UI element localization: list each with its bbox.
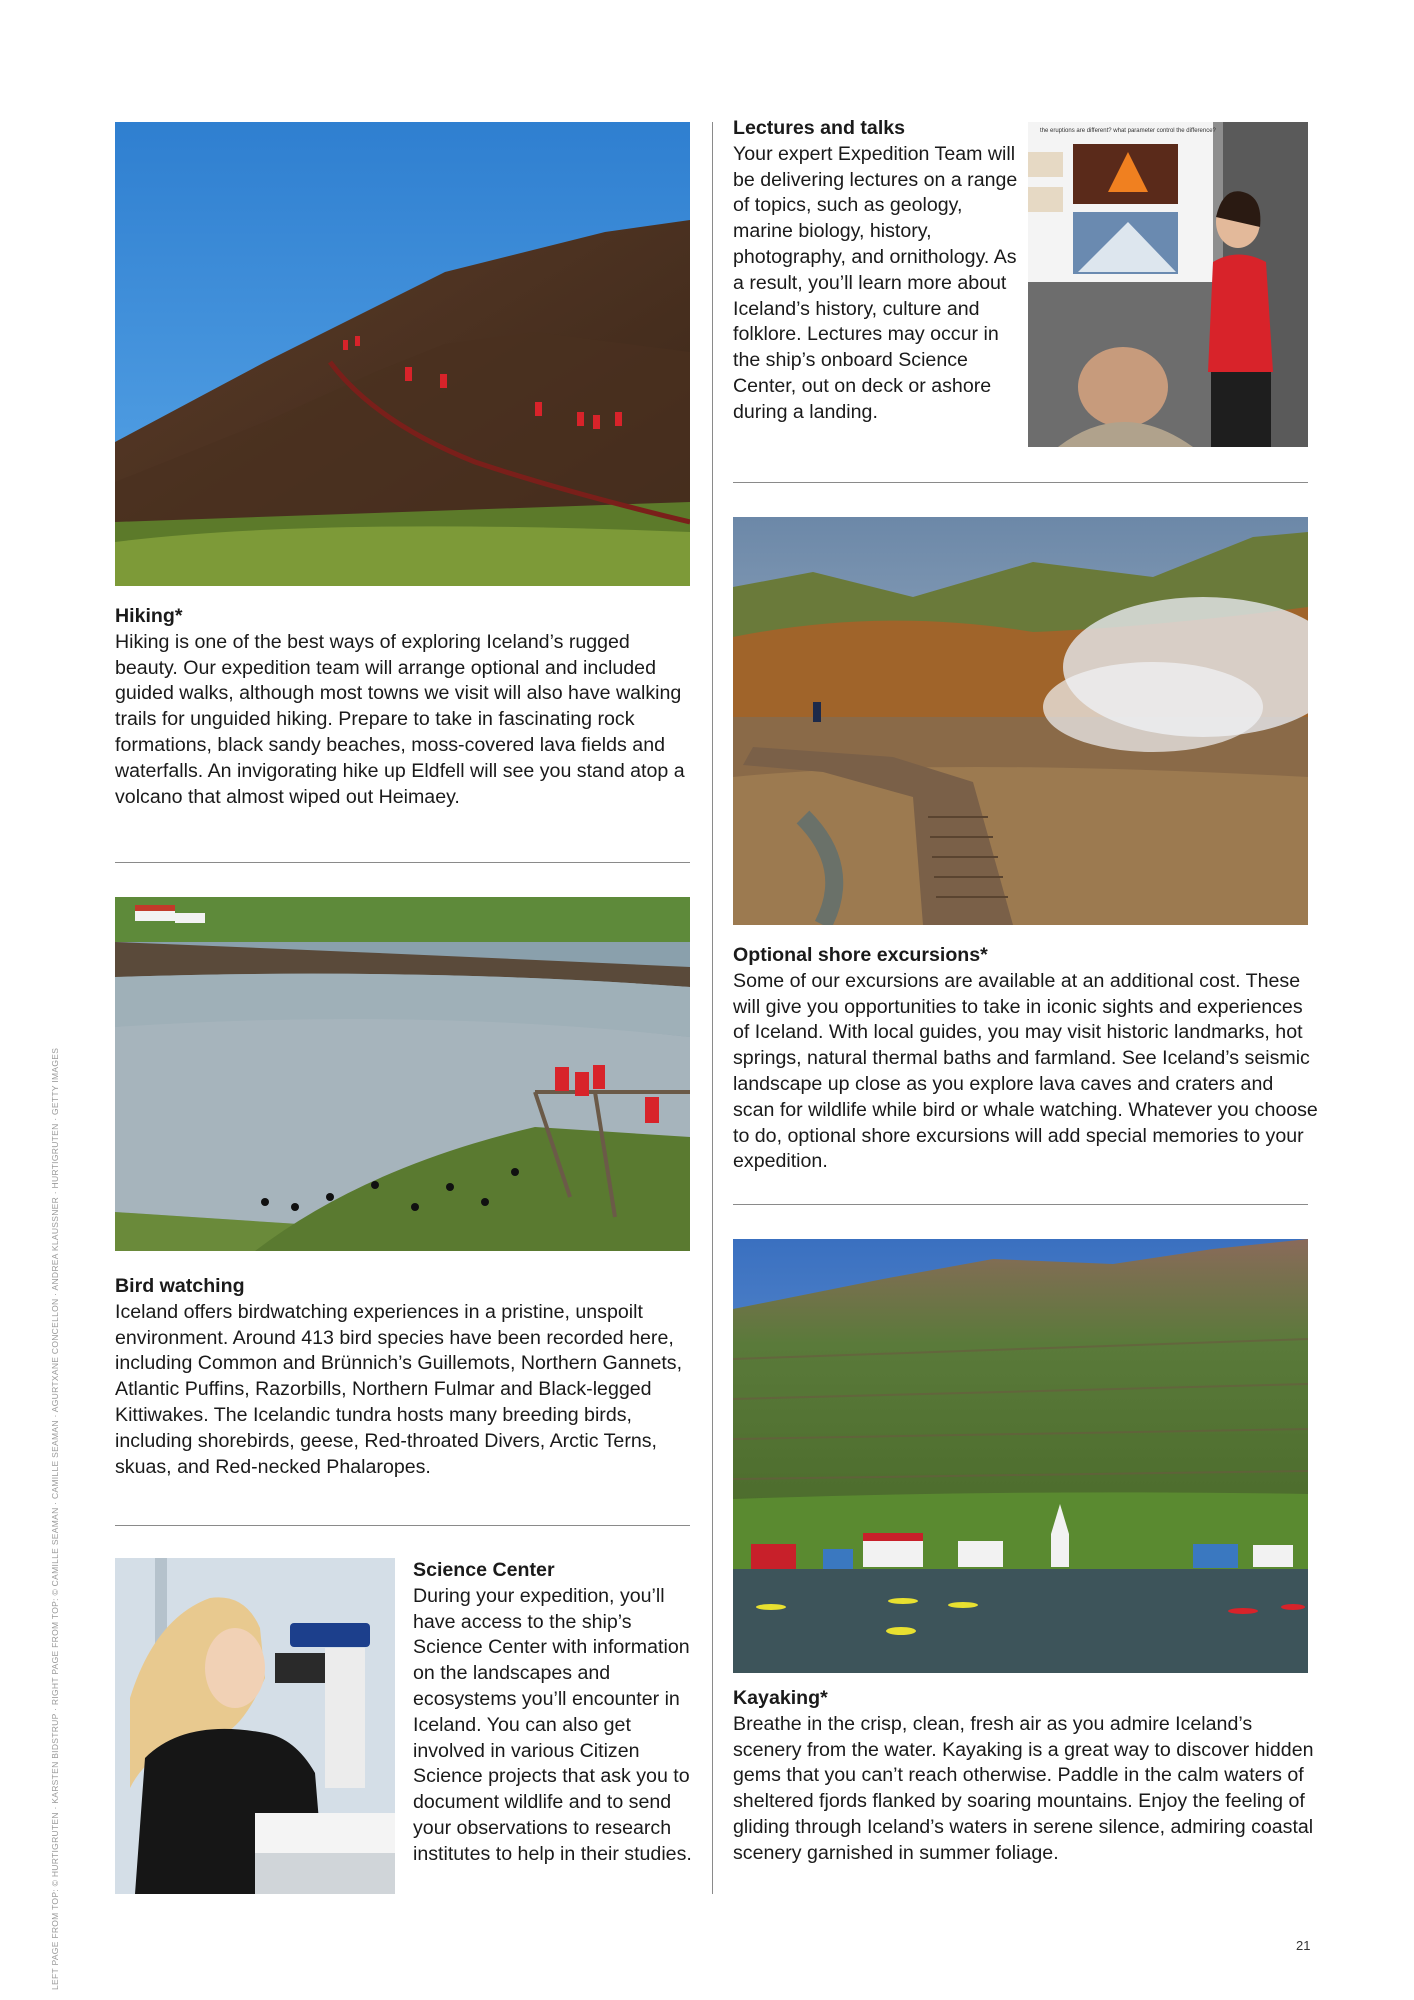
lecture-photo (1028, 122, 1308, 447)
divider-left-1 (115, 862, 690, 863)
divider-right-1 (733, 482, 1308, 483)
kayaking-title: Kayaking* (733, 1687, 828, 1709)
hiking-section (115, 604, 695, 810)
bird-watching-body: Iceland offers birdwatching experiences in a pristine, unspoilt environment. Around 413 bird species have been recorded here, including Common and Brünnich’s Guillemots, Northern Gannets, Atlantic Puffins, Razorbills, Northern Fulmar and Black-legged Kittiwakes. The Icelandic tundra hosts many breeding birds, including shorebirds, geese, Red-throated Divers, Arctic Terns, skuas, and Red-necked Phalaropes. (115, 1300, 683, 1478)
science-center-photo (115, 1558, 395, 1894)
lectures-body: Your expert Expedition Team will be delivering lectures on a range of topics, such as geology, marine biology, history, photography, and ornithology. As a result, you’ll learn more about Iceland’s history, culture and folklore. Lectures may occur in the ship’s onboard Science Center, out on deck or ashore during a landing. (733, 142, 1018, 423)
shore-excursion-photo (733, 517, 1308, 925)
page-number: 21 (1296, 1938, 1311, 1953)
kayaking-photo (733, 1239, 1308, 1673)
shore-excursions-title: Optional shore excursions* (733, 944, 988, 966)
photo-credit: LEFT PAGE FROM TOP: © HURTIGRUTEN · KARSTEN BIDSTRUP · RIGHT PAGE FROM TOP: © CAMILLE SEAMAN · CAMILLE SEAMAN · AGURTXANE CONCELLON · ANDREA KLAUSSNER · HURTIGRUTEN · GETTY IMAGES (50, 1047, 60, 1990)
lectures-section (733, 116, 1018, 426)
hiking-body: Hiking is one of the best ways of exploring Iceland’s rugged beauty. Our expedition team will arrange optional and included guided walks, although most towns we visit will also have walking trails for unguided hiking. Prepare to take in fascinating rock formations, black sandy beaches, moss-covered lava fields and waterfalls. An invigorating hike up Eldfell will see you stand atop a volcano that almost wiped out Heimaey. (115, 630, 685, 808)
hiking-title: Hiking* (115, 605, 183, 627)
science-center-title: Science Center (413, 1559, 555, 1581)
column-divider (712, 122, 713, 1894)
divider-right-2 (733, 1204, 1308, 1205)
slide-text: the eruptions are different? what parameter control the difference? (1040, 128, 1216, 134)
divider-left-2 (115, 1525, 690, 1526)
hiking-photo (115, 122, 690, 586)
kayaking-body: Breathe in the crisp, clean, fresh air as you admire Iceland’s scenery from the water. Kayaking is a great way to discover hidden gems that you can’t reach otherwise. Paddle in the calm waters of sheltered fjords flanked by soaring mountains. Enjoy the feeling of gliding through Iceland’s waters in serene silence, admiring coastal scenery garnished in summer foliage. (733, 1712, 1314, 1864)
lectures-title: Lectures and talks (733, 117, 906, 139)
bird-watching-section (115, 1274, 695, 1480)
bird-watching-title: Bird watching (115, 1275, 245, 1297)
science-center-section (413, 1558, 698, 1868)
science-center-body: During your expedition, you’ll have access to the ship’s Science Center with information on the landscapes and ecosystems you’ll encounter in Iceland. You can also get involved in various Citizen Science projects that ask you to document wildlife and to send your observations to research institutes to help in their studies. (413, 1584, 692, 1865)
shore-excursions-section (733, 943, 1318, 1175)
shore-excursions-body: Some of our excursions are available at an additional cost. These will give you opportunities to take in iconic sights and experiences of Iceland. With local guides, you may visit historic landmarks, hot springs, natural thermal baths and farmland. See Iceland’s seismic landscape up close as you explore lava caves and craters and scan for wildlife while bird or whale watching. Whatever you choose to do, optional shore excursions will add special memories to your expedition. (733, 969, 1318, 1173)
bird-watching-photo (115, 897, 690, 1251)
kayaking-section (733, 1686, 1318, 1867)
